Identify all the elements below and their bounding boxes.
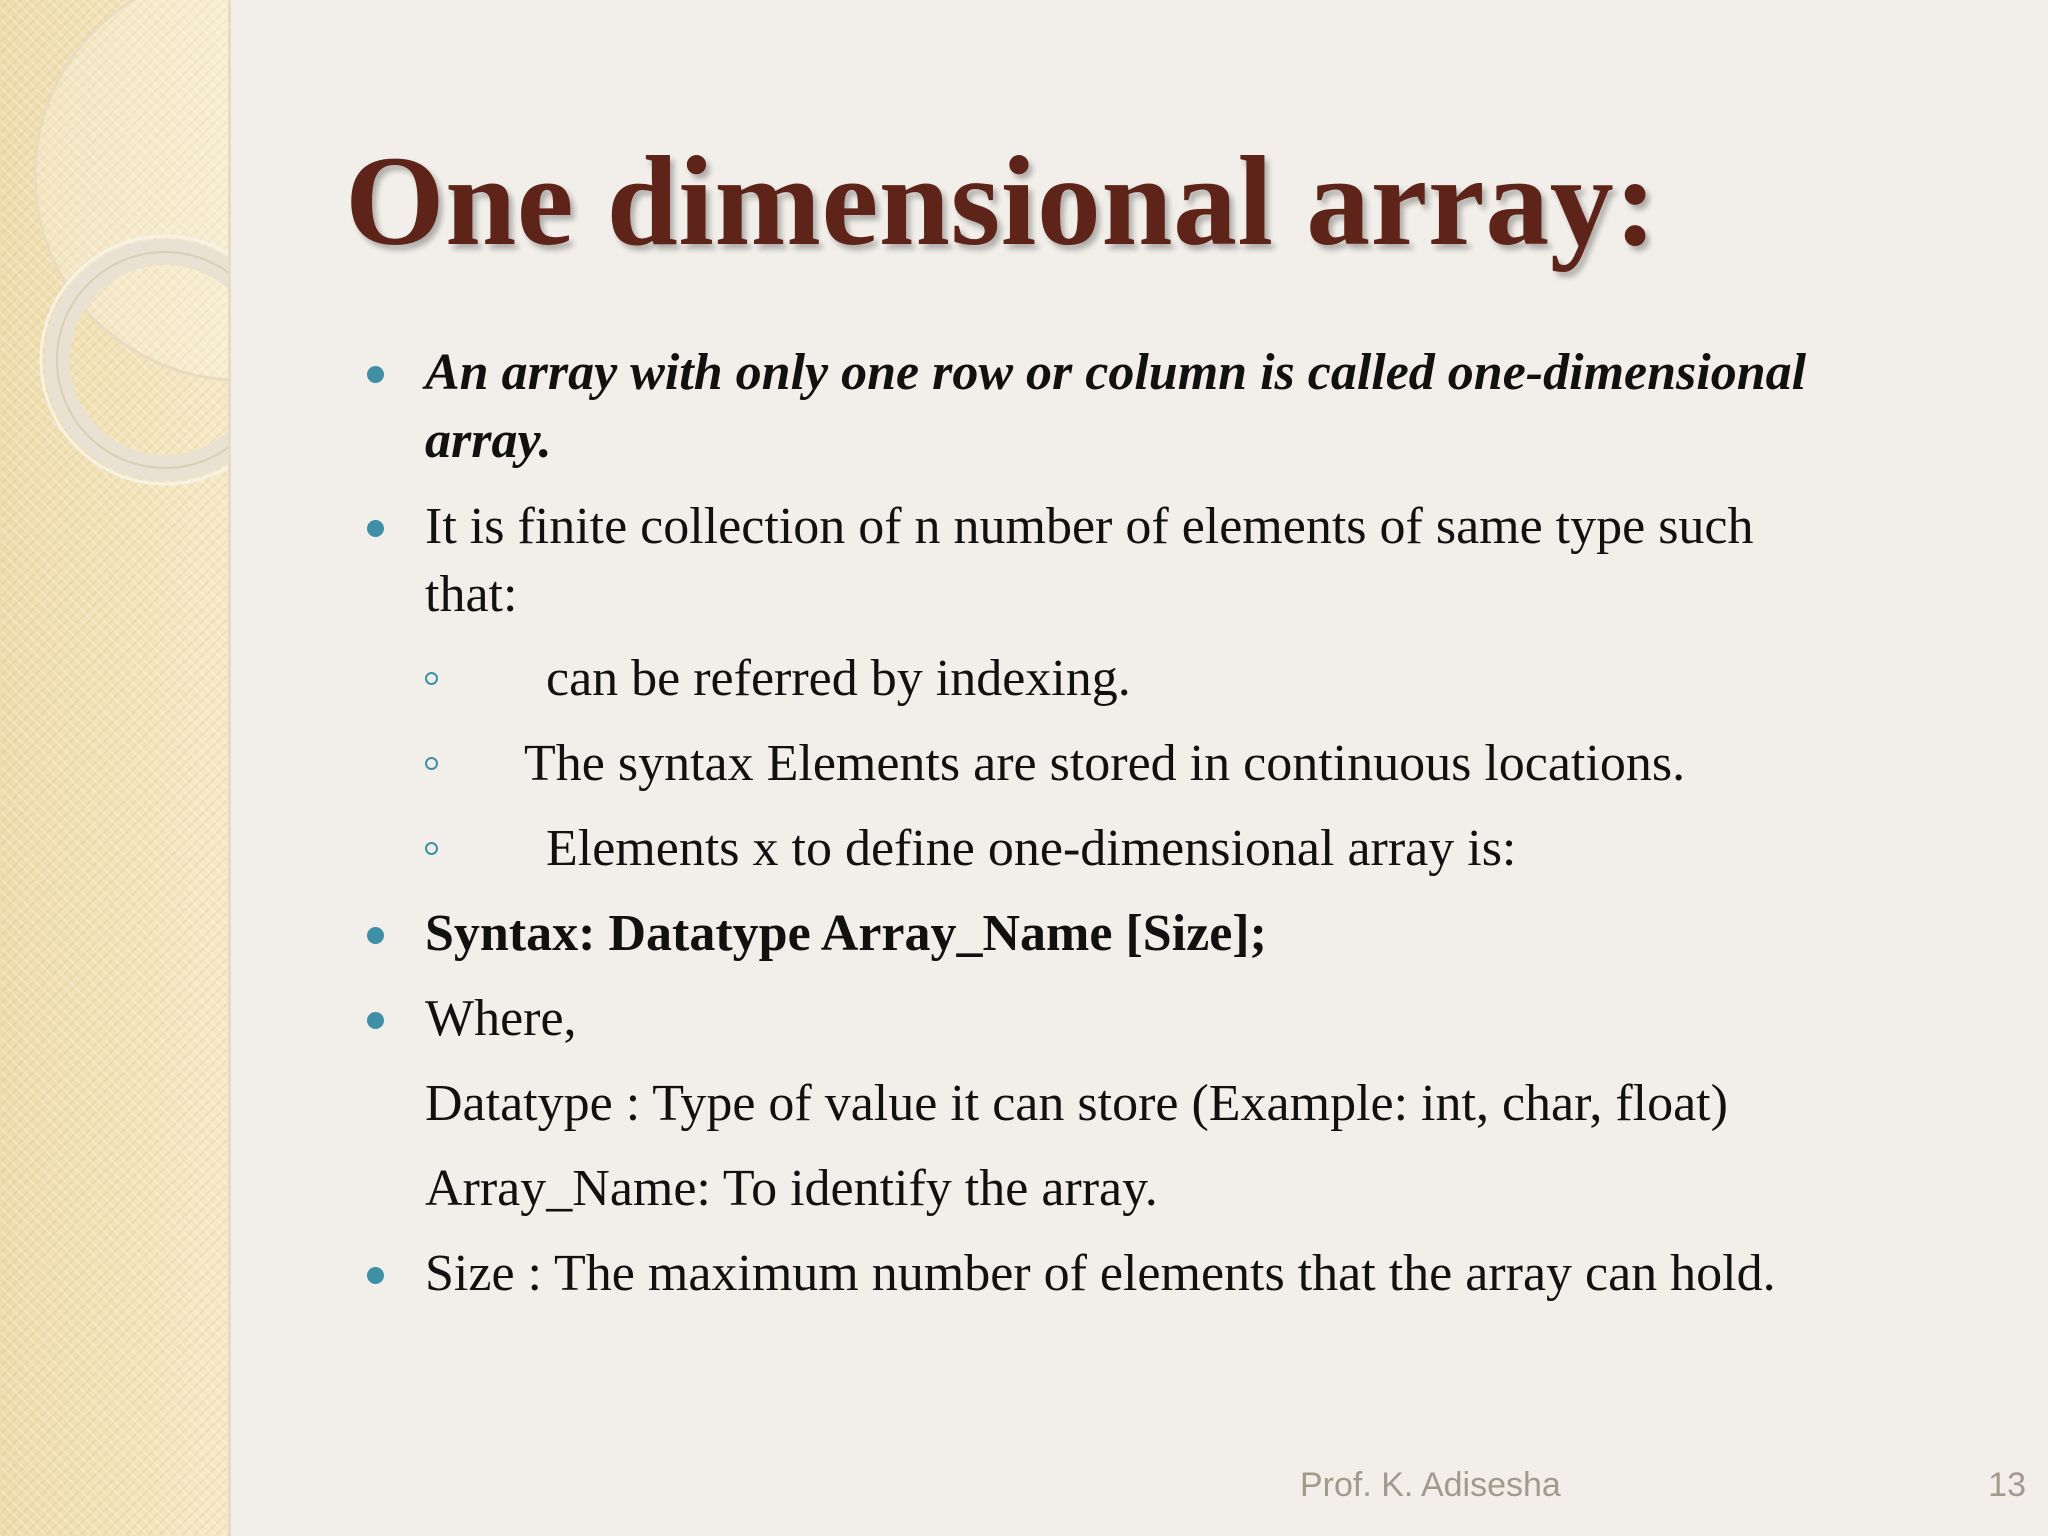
bullet-text-definition: An array with only one row or column is called one-dimensional: [425, 344, 1807, 401]
bullet-dot: [367, 366, 384, 383]
page-number: 13: [1988, 1466, 2026, 1504]
bullet-text-collection-cont: that:: [425, 566, 518, 623]
bullet-dot: [367, 1012, 384, 1029]
slide-title: One dimensional array:: [345, 130, 1658, 272]
sub-bullet-text: The syntax Elements are stored in continuous locations.: [524, 735, 1686, 792]
sub-bullet-ring: [425, 757, 438, 770]
definition-array-name: Array_Name: To identify the array.: [425, 1160, 1158, 1217]
definition-datatype: Datatype : Type of value it can store (Example: int, char, float): [425, 1075, 1728, 1132]
bullet-text-syntax: Syntax: Datatype Array_Name [Size];: [425, 905, 1267, 962]
sub-bullet-ring: [425, 672, 438, 685]
bullet-text-definition-cont: array.: [425, 412, 552, 469]
sub-bullet-text: can be referred by indexing.: [546, 650, 1131, 707]
bullet-text-where: Where,: [425, 990, 577, 1047]
footer-author: Prof. K. Adisesha: [1300, 1466, 1561, 1504]
bullet-text-collection: It is finite collection of n number of elements of same type such: [425, 498, 1754, 555]
sub-bullet-ring: [425, 842, 438, 855]
sub-bullet-text: Elements x to define one-dimensional array is:: [546, 820, 1517, 877]
bullet-dot: [367, 520, 384, 537]
bullet-text-size: Size : The maximum number of elements that the array can hold.: [425, 1245, 1776, 1302]
bullet-dot: [367, 1267, 384, 1284]
bullet-dot: [367, 927, 384, 944]
